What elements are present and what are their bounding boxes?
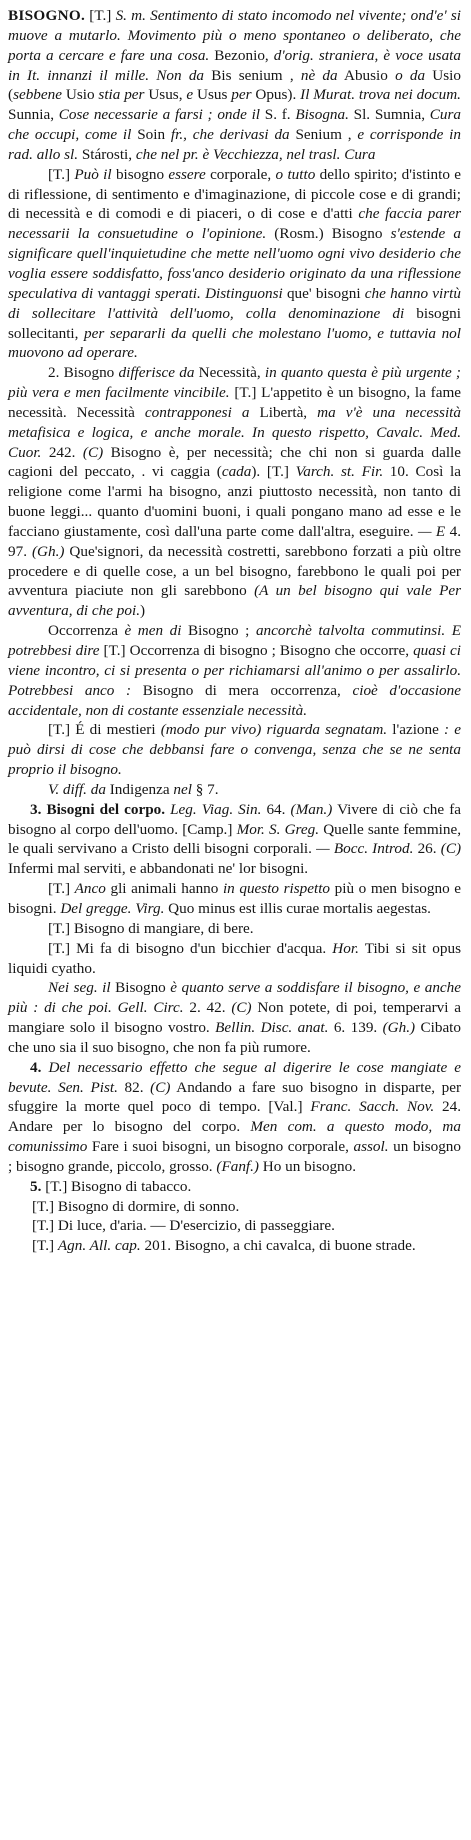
text-run: 201. Bisogno, a chi cavalca, di buone strade.	[140, 1237, 416, 1255]
text-run: bisogno	[111, 165, 169, 183]
entry-paragraph-soddisfare	[8, 978, 461, 1057]
text-run: )	[140, 602, 146, 620]
text-run: Agn. All. cap.	[57, 1237, 141, 1255]
dictionary-entry-bisogno	[8, 6, 461, 1256]
text-run: ancorchè talvolta commutinsi. E potrebbesi dire	[8, 622, 461, 659]
text-run: qui vale Per avventura, di che poi.	[8, 582, 462, 620]
text-run: Anco	[74, 880, 106, 898]
text-run: Cavalc. Med. Cuor.	[8, 423, 461, 461]
text-run: l'azione	[387, 721, 445, 739]
text-run: [T.]	[85, 7, 116, 24]
text-run: Fare i suoi bisogni, un bisogno corporale,	[87, 1138, 354, 1156]
text-run: Hor.	[332, 939, 359, 957]
text-run: Nei seg. il	[48, 979, 111, 997]
text-run: Cura che occupi, come il	[8, 106, 461, 144]
text-run: stia per	[98, 86, 145, 104]
text-run: ). [T.]	[251, 463, 296, 481]
text-run: [T.] Occorrenza di bisogno ; Bisogno che occorre,	[99, 642, 414, 659]
text-run: [T.]	[32, 1237, 58, 1255]
text-run: Cose necessarie a farsi ; onde il	[58, 106, 261, 124]
text-run: [T.]	[48, 880, 75, 898]
text-run: Bisogno ;	[181, 622, 256, 640]
text-run: Quelle sante femmine, le quali servivano a Cristo delli bisogni corporali.	[8, 820, 462, 858]
text-run: Gell. Circ.	[117, 999, 184, 1017]
text-run: (Gh.)	[382, 1019, 416, 1037]
text-run: s'estende a significare quell'inquietudine che mette nell'uomo ogni vivo desiderio che voglia essere soddisfatto, foss'anco desiderio originato da una riflessione speculativa di vantaggi sperati.	[8, 225, 461, 302]
text-run: 2.	[48, 364, 64, 382]
text-run: Distinguonsi	[205, 284, 283, 302]
text-run: Del necessario effetto che segue al digerire le cose mangiate e bevute.	[8, 1058, 462, 1096]
text-run: Necessità,	[194, 364, 265, 382]
sense-number: 5.	[30, 1177, 46, 1195]
text-run: ma v'è una necessità metafisica e logica, e anche morale. In questo rispetto,	[8, 403, 461, 441]
text-run: dello spirito; d'istinto e di riflessione, di sentimento e d'imaginazione, di piccole cose e di grandi; di necessità e di comodi e di piaceri, o di cose e d'atti	[8, 165, 462, 223]
text-run: Bisogno	[63, 364, 119, 382]
text-run: Cibato che uno sia il suo bisogno, che non fa più rumore.	[8, 1019, 461, 1056]
text-run: Leg. Viag. Sin.	[170, 800, 262, 818]
text-run: (Fanf.)	[216, 1157, 259, 1175]
text-run: 82.	[117, 1078, 151, 1096]
text-run: essere	[168, 165, 206, 183]
text-run: Stárosti,	[78, 145, 136, 163]
text-run: — Bocc. Introd.	[316, 840, 414, 858]
entry-paragraph-sense-2	[8, 363, 461, 621]
entry-paragraph-strade	[8, 1236, 461, 1256]
text-run: [T.] Bisogno di mangiare, di bere.	[48, 919, 254, 937]
text-run: sebbene	[13, 86, 62, 104]
text-run: nè da	[300, 66, 338, 84]
text-run: fr., che derivasi da	[170, 126, 290, 144]
text-run: Que'signori, da necessità costretti, sarebbono forzati a più oltre procedere e di quelle cose, a un bel bisogno, farebbono le quali poi per avventura piaciute non gli sarebbono	[8, 542, 461, 600]
entry-paragraph-mestieri	[8, 720, 461, 780]
text-run: Usus,	[144, 86, 187, 104]
entry-paragraph-luce	[8, 1216, 461, 1236]
text-run: que' bisogni	[282, 284, 365, 302]
text-run: cioè d'occasione accidentale, non di costante essenziale necessità.	[8, 681, 461, 719]
text-run: che faccia parer necessarii la consuetudine o l'opinione.	[8, 205, 461, 243]
text-run: Soin	[131, 126, 171, 144]
text-run: Bis senium ,	[204, 66, 301, 84]
text-run: [T.] Bisogno di dormire, di sonno.	[32, 1197, 240, 1215]
text-run: § 7.	[191, 780, 219, 798]
text-run: corporale,	[205, 165, 276, 183]
text-run: Opus).	[251, 86, 301, 104]
text-run: (C)	[150, 1078, 171, 1096]
text-run: (Man.)	[290, 800, 333, 818]
text-run: Può il	[74, 165, 112, 183]
text-run: 2. 42.	[183, 999, 232, 1017]
text-run: gli animali hanno	[105, 880, 223, 898]
text-run: (A un bel bisogno	[254, 582, 373, 600]
text-run: Quo minus est illis curae mortalis aegestas.	[164, 899, 431, 917]
text-run: e corrisponde in rad. allo sl.	[8, 126, 461, 163]
headword: BISOGNO.	[8, 7, 86, 24]
entry-paragraph-sense-3	[8, 800, 461, 879]
text-run: in quanto questa è più urgente ; più vera e men facilmente vincibile.	[8, 364, 461, 402]
text-run: Bisogno di mera occorrenza,	[131, 681, 353, 699]
text-run: Sen. Pist.	[58, 1078, 118, 1096]
text-run: Bellin. Disc. anat.	[215, 1019, 329, 1037]
text-run: che hanno virtù di sollecitare l'attività dell'uomo, colla denominazione di	[8, 284, 461, 322]
text-run: o tutto	[275, 165, 316, 183]
text-run: differisce da	[118, 364, 195, 382]
text-run: Men com. a questo modo, ma comunissimo	[8, 1118, 461, 1156]
text-run: contrapponesi a	[144, 403, 250, 421]
text-run: d'orig. straniera, è voce usata in It. innanzi il mille. Non da	[8, 46, 461, 84]
text-run: bisogni sollecitanti,	[8, 304, 461, 342]
text-run: 64.	[261, 800, 291, 818]
text-run: Ho un bisogno.	[259, 1157, 357, 1175]
text-run: Senium ,	[289, 126, 358, 144]
text-run: Il Murat. trova nei docum.	[300, 86, 461, 104]
entry-paragraph-cross-reference	[8, 780, 461, 800]
text-run: S. m. Sentimento di stato incomodo nel vivente; ond'e' si muove a mutarlo. Movimento più o meno spontaneo o deliberato, che porta a cercare e fare una cosa.	[8, 7, 461, 64]
sense-number: 3. Bisogni del corpo.	[30, 800, 171, 818]
entry-paragraph-dormire	[8, 1197, 461, 1217]
entry-paragraph-sense-4	[8, 1058, 461, 1177]
entry-paragraph-animali	[8, 879, 461, 919]
text-run: : e può dirsi di cose che debbansi fare o convenga, senza che se ne senta proprio il bisogno.	[8, 721, 461, 779]
text-run: assol.	[353, 1138, 389, 1156]
text-run: Bezonio,	[209, 46, 274, 64]
entry-paragraph-occorrenza	[8, 621, 461, 720]
text-run: Andando a fare suo bisogno in disparte, per sfuggire la morte quel poco di tempo. [Val.]	[8, 1078, 462, 1116]
text-run: quasi ci viene incontro, ci si presenta o per richiamarsi all'animo o per assalirlo. Potrebbesi anco :	[8, 642, 461, 699]
entry-paragraph-mangiare	[8, 919, 461, 939]
text-run: Occorrenza	[48, 622, 125, 640]
text-run: un bisogno ; bisogno grande, piccolo, grosso.	[8, 1138, 461, 1175]
text-run: 26.	[413, 840, 441, 858]
text-run: Infermi mal serviti, e abbandonati ne' lor bisogni.	[8, 860, 309, 878]
text-run: Non potete, di poi, temperarvi a mangiare solo il bisogno vostro.	[8, 999, 461, 1037]
text-run: Del gregge. Virg.	[60, 899, 165, 917]
text-run: è men di	[124, 622, 182, 640]
text-run: Usio (	[8, 66, 461, 104]
entry-paragraph-definition	[8, 165, 461, 363]
text-run: Varch. st. Fir.	[295, 463, 384, 481]
text-run: V. diff. da	[48, 780, 106, 798]
text-run: [T.]	[48, 165, 75, 183]
text-run: Vivere di ciò che fa bisogno al corpo dell'uomo. [Camp.]	[8, 800, 462, 838]
text-run: per separarli da quelli che molestano l'uomo, e tuttavia nol muovono ad operare.	[8, 324, 461, 362]
text-run: Bisogna.	[295, 106, 349, 124]
text-run: Sunnia,	[8, 106, 59, 124]
text-run: Bisogno	[110, 979, 171, 997]
text-run: Libertà,	[249, 403, 318, 421]
text-run: [T.] Di luce, d'aria. — D'esercizio, di passeggiare.	[32, 1217, 335, 1235]
text-run: Bisogno è, per necessità; che chi non si guarda dalle cagioni del peccato, . vi caggia (	[8, 443, 462, 481]
text-run: — E	[417, 522, 446, 540]
text-run: Franc. Sacch. Nov.	[310, 1098, 435, 1116]
text-run: S. f.	[260, 106, 296, 124]
text-run: 4. 97.	[8, 522, 462, 560]
entry-paragraph-bicchiere	[8, 939, 461, 979]
text-run: e	[186, 86, 194, 104]
text-run: più o men bisogno e bisogni.	[8, 880, 461, 917]
text-run: [T.] L'appetito è un bisogno, la fame necessità. Necessità	[8, 384, 461, 421]
text-run: Indigenza	[105, 780, 174, 798]
text-run: 24. Andare per lo bisogno del corpo.	[8, 1098, 462, 1136]
text-run: Abusio	[337, 66, 396, 84]
text-run: (modo pur vivo) riguarda segnatam.	[160, 721, 388, 739]
text-run: o da	[395, 66, 426, 84]
text-run: per	[231, 86, 252, 104]
text-run: [T.] É di mestieri	[48, 721, 161, 739]
text-run: [T.] Mi fa di bisogno d'un bicchier d'acqua.	[48, 939, 333, 957]
text-run: (Rosm.) Bisogno	[266, 225, 391, 243]
text-run: nel	[173, 780, 192, 798]
text-run: (C)	[231, 999, 252, 1017]
text-run: 10. Così la religione come l'armi ha bisogno, anzi piuttosto necessità, non tanto di buone leggi... quanto d'uomini buoni, i quali pongano mano ad esse e le facciano giustamente, così dall'una parte come dall'altra, eseguire.	[8, 463, 461, 540]
text-run: (C)	[440, 840, 462, 858]
entry-paragraph-etymology	[8, 6, 461, 165]
entry-paragraph-sense-5	[8, 1177, 461, 1197]
text-run: Sl. Sumnia,	[348, 106, 430, 124]
text-run: (Gh.)	[31, 542, 65, 560]
text-run: in questo rispetto	[222, 880, 331, 898]
text-run: [T.] Bisogno di tabacco.	[45, 1177, 192, 1195]
sense-number: 4.	[30, 1058, 49, 1076]
text-run: 242.	[41, 443, 83, 461]
text-run: (C)	[82, 443, 104, 461]
text-run	[372, 582, 379, 599]
text-run: che nel pr. è Vecchiezza, nel trasl. Cura	[135, 145, 376, 163]
text-run: è quanto serve a soddisfare il bisogno, e anche più : di che poi.	[8, 979, 462, 1017]
text-run: Usus	[193, 86, 232, 104]
text-run: Mor. S. Greg.	[236, 820, 320, 838]
text-run: Tibi si sit opus liquidi cyatho.	[8, 939, 461, 977]
text-run: Usio	[61, 86, 99, 104]
text-run: 6. 139.	[328, 1019, 383, 1037]
text-run: cada	[221, 463, 252, 481]
